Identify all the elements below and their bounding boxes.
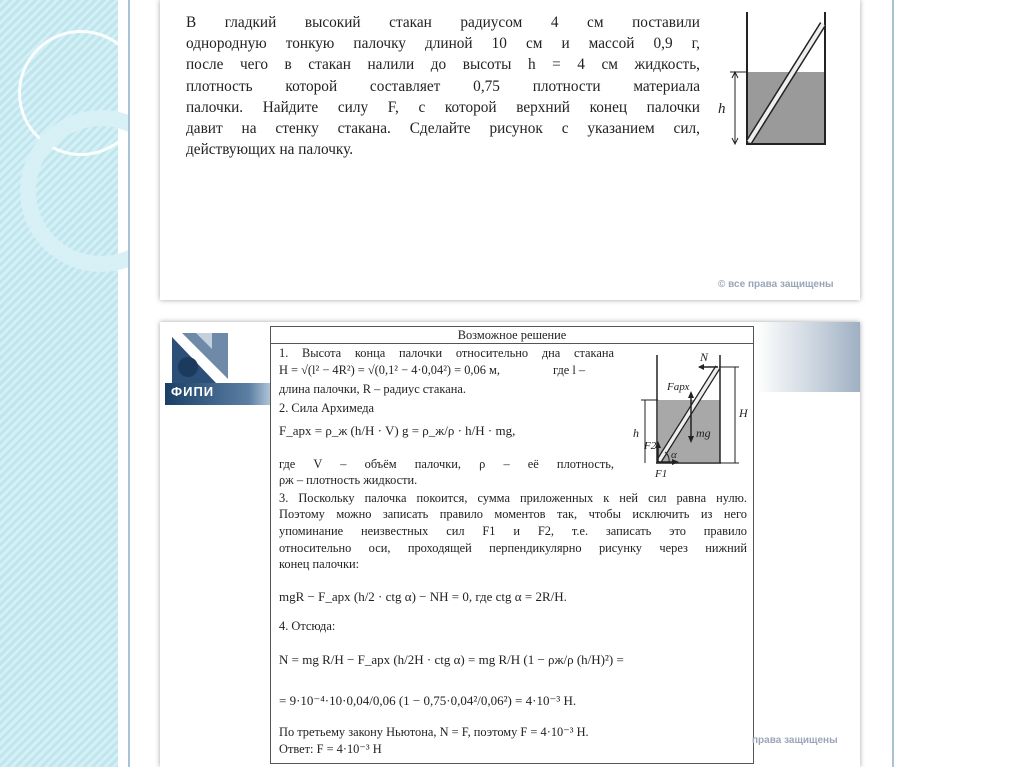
solution-diagram [607, 345, 753, 480]
solution-text: длина палочки, R – радиус стакана. [279, 382, 466, 396]
angle-label: α [671, 449, 677, 461]
force-mg-label: mg [696, 426, 711, 440]
task-line: действующих на палочку. [186, 141, 354, 159]
solution-text: 4. Отсюда: [279, 619, 336, 633]
solution-header: Возможное решение [271, 327, 753, 344]
formula-n: N = mg R/H − F_арх (h/2H · ctg α) = mg R/H (1 − ρж/ρ (h/H)²) = [279, 652, 624, 667]
solution-text: ρж – плотность жидкости. [279, 473, 418, 487]
decorative-side-strip [0, 0, 118, 767]
fipi-logo-icon [168, 327, 268, 385]
task-line: В гладкий высокий стакан радиусом 4 см поставили [186, 14, 700, 31]
task-line: однородную тонкую палочку длиной 10 см и массой 0,9 г, [186, 35, 700, 53]
formula-archimedes: F_арх = ρ_ж (h/H · V) g = ρ_ж/ρ · h/H · mg, [279, 423, 516, 438]
solution-text: Поэтому можно записать правило моментов так, чтобы исключить из него [279, 507, 747, 521]
task-line: плотность которой составляет 0,75 плотности материала [186, 77, 700, 95]
decorative-band [756, 322, 860, 392]
formula-moments: mgR − F_арх (h/2 · ctg α) − NH = 0, где ctg α = 2R/H. [279, 589, 567, 604]
formula-text: H = √(l² − 4R²) = √(0,1² − 4·0,04²) = 0,06 м, [279, 363, 500, 377]
solution-text: 3. Поскольку палочка покоится, сумма приложенных к ней сил равна нулю. [279, 491, 747, 505]
formula-height [279, 363, 500, 379]
logo-text: ФИПИ [171, 384, 215, 399]
task-line: давит на стенку стакана. Сделайте рисунок с указанием сил, [186, 120, 700, 138]
task-statement [186, 12, 700, 160]
copyright-note: © все права защищены [718, 279, 834, 290]
solution-text: По третьему закону Ньютона, N = F, поэтому F = 4·10⁻³ Н. [279, 725, 589, 739]
solution-text: относительно оси, проходящей перпендикулярно рисунку через нижний [279, 541, 747, 555]
force-f1-label: F1 [655, 468, 668, 480]
solution-text: упоминание неизвестных сил F1 и F2, т.е. записать это правило [279, 524, 747, 538]
formula-n-numeric: = 9·10⁻⁴·10·0,04/0,06 (1 − 0,75·0,04²/0,06²) = 4·10⁻³ Н. [279, 693, 577, 708]
force-f2-label: F2 [644, 440, 657, 452]
height-label: h [718, 101, 726, 117]
solution-text: где V – объём палочки, ρ – её плотность, [279, 457, 614, 471]
answer: Ответ: F = 4·10⁻³ Н [279, 742, 382, 756]
big-h-label: H [739, 406, 748, 420]
task-line: после чего в стакан налили до высоты h = 4 см жидкость, [186, 56, 700, 74]
h-label: h [633, 426, 639, 440]
force-n-label: N [700, 350, 709, 364]
task-line: палочки. Найдите силу F, с которой верхний конец палочки [186, 98, 700, 116]
solution-box [270, 326, 754, 764]
force-archimedes-label: Fарх [667, 381, 690, 393]
solution-text: конец палочки: [279, 557, 360, 571]
copyright-note: права защищены [752, 735, 838, 746]
force-n-arrowhead [698, 364, 704, 370]
solution-text: где l – [553, 363, 586, 377]
solution-text: 2. Сила Архимеда [279, 401, 375, 415]
solution-text: 1. Высота конца палочки относительно дна стакана [279, 346, 614, 360]
task-diagram-glass [715, 10, 845, 150]
